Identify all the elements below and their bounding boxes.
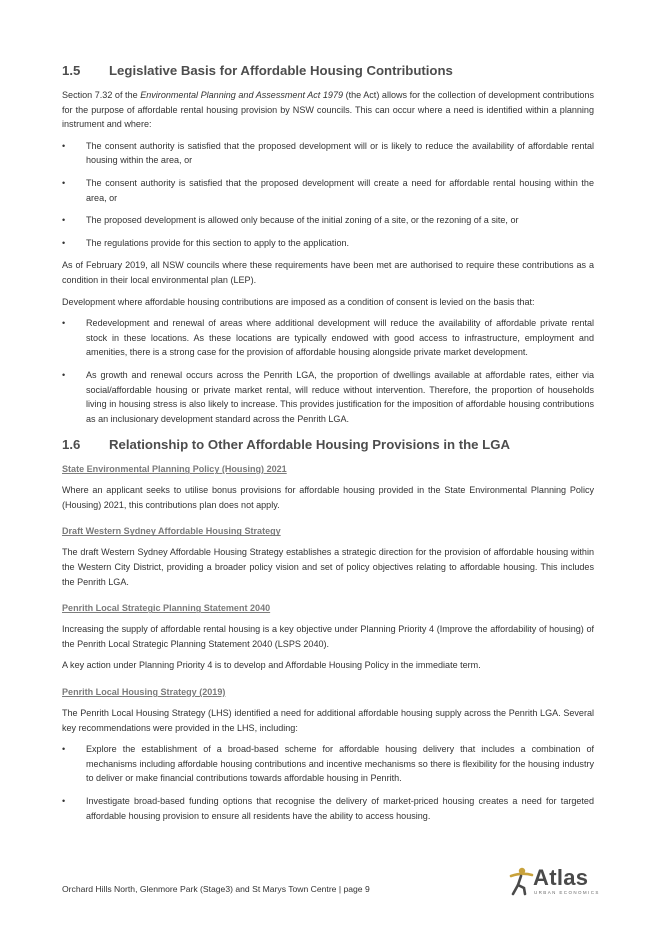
paragraph: A key action under Planning Priority 4 is to develop and Affordable Housing Policy in the immediate term. xyxy=(62,660,481,671)
list-item xyxy=(62,176,594,205)
bullet-icon: • xyxy=(62,237,66,248)
list-item-text: Explore the establishment of a broad-based scheme for affordable housing delivery that includes a combination of mechanisms including affordable housing contributions and incentive mechanisms so there is flexibility for the housing industry to deliver or make financial contributions towards affordable housing in Penrith. xyxy=(86,744,594,784)
page-footer: Orchard Hills North, Glenmore Park (Stage3) and St Marys Town Centre | page 9 xyxy=(62,884,370,894)
paragraph: As of February 2019, all NSW councils where these requirements have been met are authorised to require these contributions as a condition in their local environmental plan (LEP). xyxy=(62,260,594,285)
list-item xyxy=(62,742,594,786)
list-item-text: Investigate broad-based funding options that recognise the delivery of market-priced housing creates a need for targeted affordable housing provision to ensure all residents have the ability to access housing. xyxy=(86,796,594,821)
list-item-text: The proposed development is allowed only because of the initial zoning of a site, or the rezoning of a site, or xyxy=(86,215,519,226)
paragraph: The draft Western Sydney Affordable Housing Strategy establishes a strategic direction for the provision of affordable housing within the Western City District, providing a broader policy vision and set of policy objectives relating to affordable housing. This includes the Penrith LGA. xyxy=(62,547,594,587)
intro-text-a: Section 7.32 of the xyxy=(62,90,141,100)
bullet-icon: • xyxy=(62,140,66,151)
paragraph: The Penrith Local Housing Strategy (LHS) identified a need for additional affordable housing supply across the Penrith LGA. Several key recommendations were provided in the LHS, including: xyxy=(62,708,594,733)
condition-list xyxy=(62,139,594,251)
bullet-icon: • xyxy=(62,215,66,226)
bullet-icon: • xyxy=(62,318,66,329)
logo-wordmark: Atlas xyxy=(533,865,589,890)
document-page xyxy=(62,62,594,823)
subheading-sepp: State Environmental Planning Policy (Housing) 2021 xyxy=(62,464,287,475)
bullet-icon: • xyxy=(62,177,66,188)
atlas-logo xyxy=(505,865,600,898)
list-item xyxy=(62,139,594,168)
list-item xyxy=(62,368,594,426)
intro-text-b: (the Act) allows for the collection of development contributions for the purpose of affordable rental housing provision by NSW councils. This can occur where a need is identified within a planning instrument and where: xyxy=(62,90,594,130)
list-item xyxy=(62,236,594,251)
subheading-wsahs: Draft Western Sydney Affordable Housing Strategy xyxy=(62,526,281,537)
atlas-figure-icon xyxy=(505,866,535,896)
list-item xyxy=(62,794,594,823)
section-title: Legislative Basis for Affordable Housing Contributions xyxy=(109,63,453,78)
recommendation-list xyxy=(62,742,594,823)
section-title: Relationship to Other Affordable Housing Provisions in the LGA xyxy=(109,437,511,453)
list-item-text: The regulations provide for this section to apply to the application. xyxy=(86,237,350,248)
list-item-text: The consent authority is satisfied that the proposed development will or is likely to reduce the availability of affordable rental housing within the area, or xyxy=(86,140,594,166)
section-number: 1.6 xyxy=(62,437,81,453)
paragraph: Where an applicant seeks to utilise bonus provisions for affordable housing provided in the State Environmental Planning Policy (Housing) 2021, this contributions plan does not apply. xyxy=(62,485,594,510)
legislative-intro xyxy=(62,88,594,132)
act-name: Environmental Planning and Assessment Act 1979 xyxy=(140,90,344,100)
list-item xyxy=(62,316,594,360)
subheading-lhs: Penrith Local Housing Strategy (2019) xyxy=(62,687,226,698)
list-item-text: The consent authority is satisfied that the proposed development will create a need for affordable rental housing within the area, or xyxy=(86,177,594,203)
paragraph: Increasing the supply of affordable rental housing is a key objective under Planning Priority 4 (Improve the affordability of housing) of the Penrith Local Strategic Planning Statement 2040 (LSPS 2040). xyxy=(62,624,594,649)
list-item-text: Redevelopment and renewal of areas where additional development will reduce the availability of affordable private rental stock in these locations. As these locations are typically endowed with good access to infrastructure, employment and amenities, there is a strong case for the provision of affordable housing alongside private market development. xyxy=(86,318,594,358)
list-item-text: As growth and renewal occurs across the Penrith LGA, the proportion of dwellings available at affordable rates, either via social/affordable housing or private market rental, will reduce without intervention. Therefore, the proportion of households living in housing stress is also likely to increase. This provides justification for the imposition of affordable housing contributions as an inclusionary development standard across the Penrith LGA. xyxy=(86,369,594,424)
basis-list xyxy=(62,316,594,426)
logo-tagline: URBAN ECONOMICS xyxy=(534,890,600,895)
bullet-icon: • xyxy=(62,744,66,755)
paragraph: Development where affordable housing contributions are imposed as a condition of consent is levied on the basis that: xyxy=(62,296,535,307)
list-item xyxy=(62,213,594,228)
section-number: 1.5 xyxy=(62,63,81,78)
section-heading-1-5 xyxy=(62,62,594,80)
subheading-lsps: Penrith Local Strategic Planning Statement 2040 xyxy=(62,603,271,614)
bullet-icon: • xyxy=(62,796,66,806)
section-heading-1-6 xyxy=(62,436,594,454)
bullet-icon: • xyxy=(62,369,66,380)
